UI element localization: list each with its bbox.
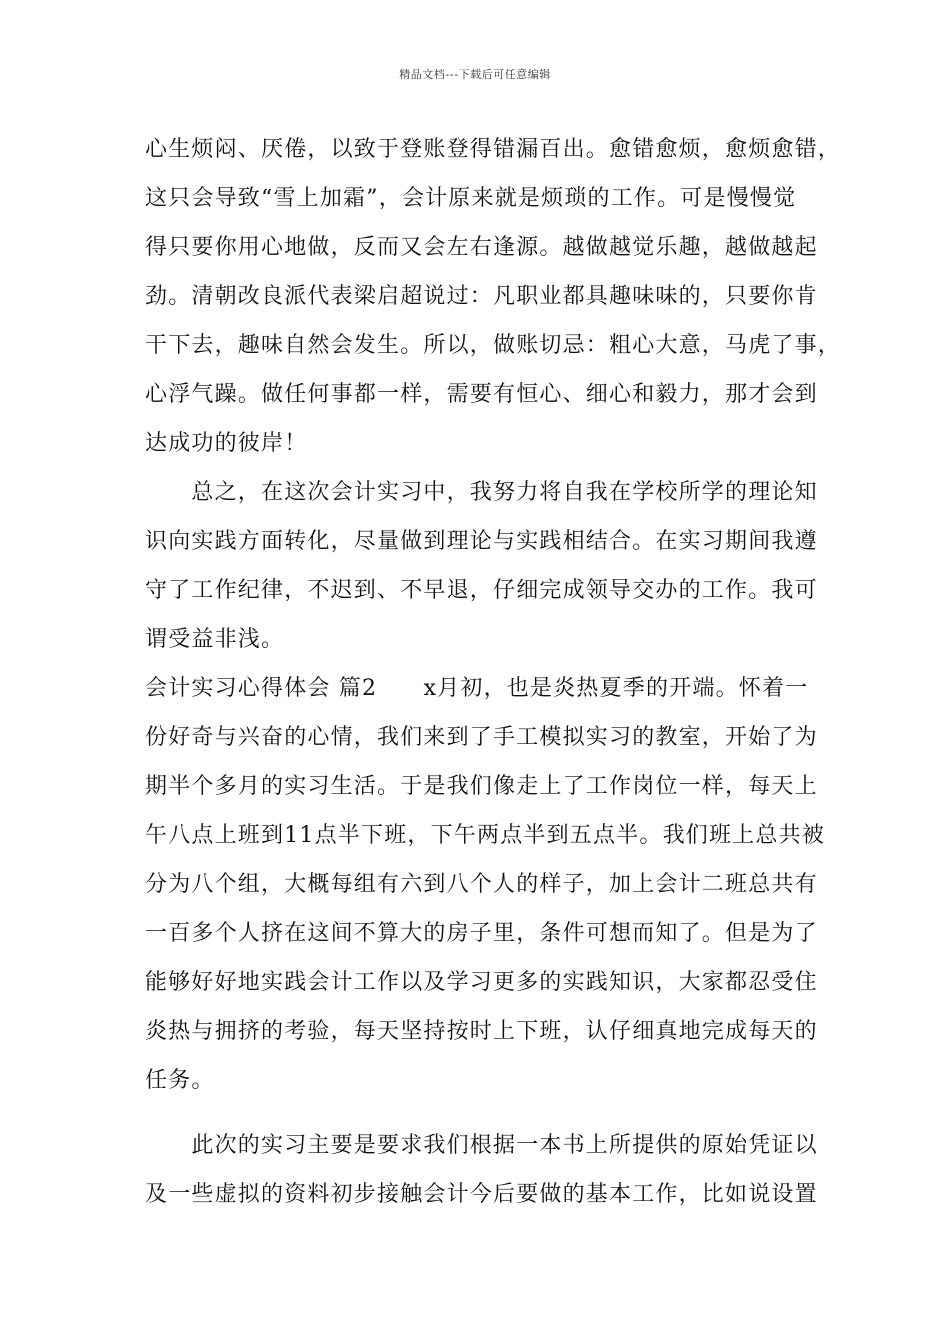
text-line: 及一些虚拟的资料初步接触会计今后要做的基本工作，比如说设置 [145,1182,818,1207]
text-line: 炎热与拥挤的考验，每天坚持按时上下班，认仔细真地完成每天的 [145,1019,818,1044]
text-line: 能够好好地实践会计工作以及学习更多的实践知识，大家都忍受住 [145,970,818,995]
text-line: 一百多个人挤在这间不算大的房子里，条件可想而知了。但是为了 [145,921,818,946]
text-line: 干下去，趣味自然会发生。所以，做账切忌：粗心大意，马虎了事， [145,333,842,358]
text-line: 午八点上班到11点半下班，下午两点半到五点半。我们班上总共被 [145,823,825,848]
text-line: 劲。清朝改良派代表梁启超说过：凡职业都具趣味味的，只要你肯 [145,284,818,309]
page-header: 精品文档---下载后可任意编辑 [399,68,551,81]
text-line: 此次的实习主要是要求我们根据一本书上所提供的原始凭证以 [145,1133,818,1158]
text-line: 期半个多月的实习生活。于是我们像走上了工作岗位一样，每天上 [145,774,818,799]
text-line: 会计实习心得体会 篇2 x月初，也是炎热夏季的开端。怀着一 [145,676,809,701]
text-line: 心浮气躁。做任何事都一样，需要有恒心、细心和毅力，那才会到 [145,382,818,407]
text-line: 任务。 [145,1068,215,1093]
text-line: 心生烦闷、厌倦，以致于登账登得错漏百出。愈错愈烦，愈烦愈错， [145,137,842,162]
text-line: 得只要你用心地做，反而又会左右逢源。越做越觉乐趣，越做越起 [145,235,818,260]
text-line: 谓受益非浅。 [145,627,285,652]
text-line: 总之，在这次会计实习中，我努力将自我在学校所学的理论知 [145,480,818,505]
text-line: 达成功的彼岸！ [145,431,308,456]
text-line: 份好奇与兴奋的心情，我们来到了手工模拟实习的教室，开始了为 [145,725,818,750]
text-line: 这只会导致“雪上加霜”，会计原来就是烦琐的工作。可是慢慢觉 [145,186,797,211]
text-line: 分为八个组，大概每组有六到八个人的样子，加上会计二班总共有 [145,872,818,897]
text-line: 守了工作纪律，不迟到、不早退，仔细完成领导交办的工作。我可 [145,578,818,603]
text-line: 识向实践方面转化，尽量做到理论与实践相结合。在实习期间我遵 [145,529,818,554]
